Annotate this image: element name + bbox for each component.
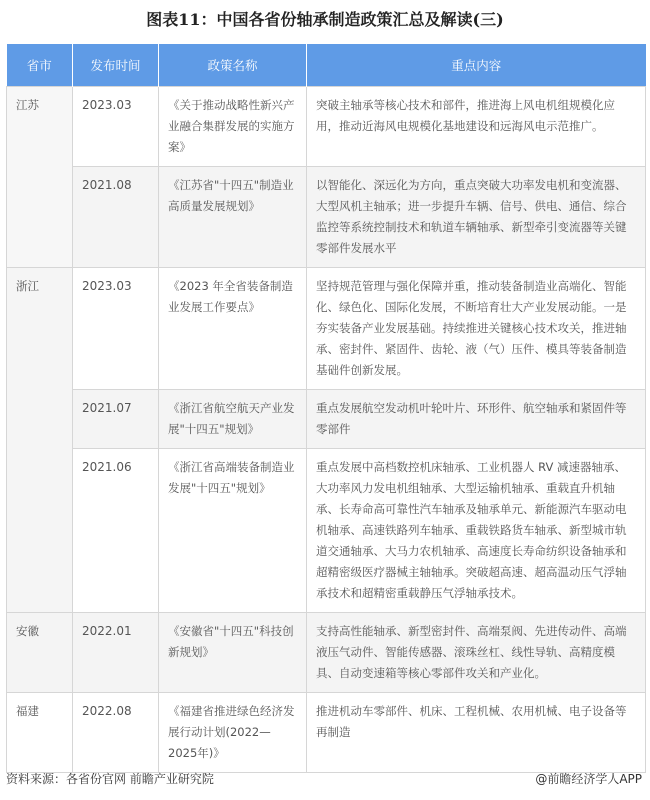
policy-name-cell: 《2023 年全省装备制造业发展工作要点》 (159, 268, 307, 390)
table-row (7, 268, 646, 390)
content-cell: 重点发展中高档数控机床轴承、工业机器人 RV 减速器轴承、大功率风力发电机组轴承、大型运输机轴承、重载直升机轴承、长寿命高可靠性汽车轴承及轴承单元、新能源汽车驱动电机轴承、高速铁路列车轴承、重载铁路货车轴承、新型城市轨道交通轴承、大马力农机轴承、高速度长寿命纺织设备轴承和超精密级医疗器械主轴轴承。突破超高速、超高温动压气浮轴承技术和超精密重载静压气浮轴承技术。 (307, 449, 646, 613)
table-row (7, 449, 646, 613)
table-row (7, 87, 646, 167)
date-cell: 2022.01 (73, 613, 159, 693)
date-cell: 2023.03 (73, 87, 159, 167)
date-cell: 2021.08 (73, 167, 159, 268)
policy-name-cell: 《福建省推进绿色经济发展行动计划(2022—2025年)》 (159, 693, 307, 773)
province-cell: 浙江 (7, 268, 73, 613)
table-header-row (7, 44, 646, 87)
header-date: 发布时间 (73, 44, 159, 87)
date-cell: 2021.07 (73, 390, 159, 449)
table-row (7, 613, 646, 693)
header-province: 省市 (7, 44, 73, 87)
province-cell: 安徽 (7, 613, 73, 693)
content-cell: 突破主轴承等核心技术和部件，推进海上风电机组规模化应用，推动近海风电规模化基地建设和远海风电示范推广。 (307, 87, 646, 167)
page-title: 图表11：中国各省份轴承制造政策汇总及解读(三) (146, 10, 504, 29)
content-cell: 重点发展航空发动机叶轮叶片、环形件、航空轴承和紧固件等零部件 (307, 390, 646, 449)
content-cell: 以智能化、深远化为方向，重点突破大功率发电机和变流器、大型风机主轴承；进一步提升车辆、信号、供电、通信、综合监控等系统控制技术和轨道车辆轴承、新型牵引变流器等关键零部件发展水平 (307, 167, 646, 268)
policy-name-cell: 《关于推动战略性新兴产业融合集群发展的实施方案》 (159, 87, 307, 167)
table-row (7, 167, 646, 268)
brand-watermark: @前瞻经济学人APP (535, 772, 642, 786)
policy-name-cell: 《安徽省"十四五"科技创新规划》 (159, 613, 307, 693)
date-cell: 2022.08 (73, 693, 159, 773)
policy-name-cell: 《浙江省高端装备制造业发展"十四五"规划》 (159, 449, 307, 613)
policy-table (6, 44, 646, 773)
table-row (7, 693, 646, 773)
date-cell: 2023.03 (73, 268, 159, 390)
date-cell: 2021.06 (73, 449, 159, 613)
table-row (7, 390, 646, 449)
content-cell: 支持高性能轴承、新型密封件、高端泵阀、先进传动件、高端液压气动件、智能传感器、滚珠丝杠、线性导轨、高精度模具、自动变速箱等核心零部件攻关和产业化。 (307, 613, 646, 693)
policy-name-cell: 《江苏省"十四五"制造业高质量发展规划》 (159, 167, 307, 268)
header-key-content: 重点内容 (307, 44, 646, 87)
content-cell: 推进机动车零部件、机床、工程机械、农用机械、电子设备等再制造 (307, 693, 646, 773)
policy-name-cell: 《浙江省航空航天产业发展"十四五"规划》 (159, 390, 307, 449)
province-cell: 江苏 (7, 87, 73, 268)
source-note: 资料来源：各省份官网 前瞻产业研究院 (6, 772, 214, 786)
province-cell: 福建 (7, 693, 73, 773)
header-policy-name: 政策名称 (159, 44, 307, 87)
content-cell: 坚持规范管理与强化保障并重，推动装备制造业高端化、智能化、绿色化、国际化发展，不断培育壮大产业发展动能。一是夯实装备产业发展基础。持续推进关键核心技术攻关，推进轴承、密封件、紧固件、齿轮、液（气）压件、模具等装备制造基础件创新发展。 (307, 268, 646, 390)
